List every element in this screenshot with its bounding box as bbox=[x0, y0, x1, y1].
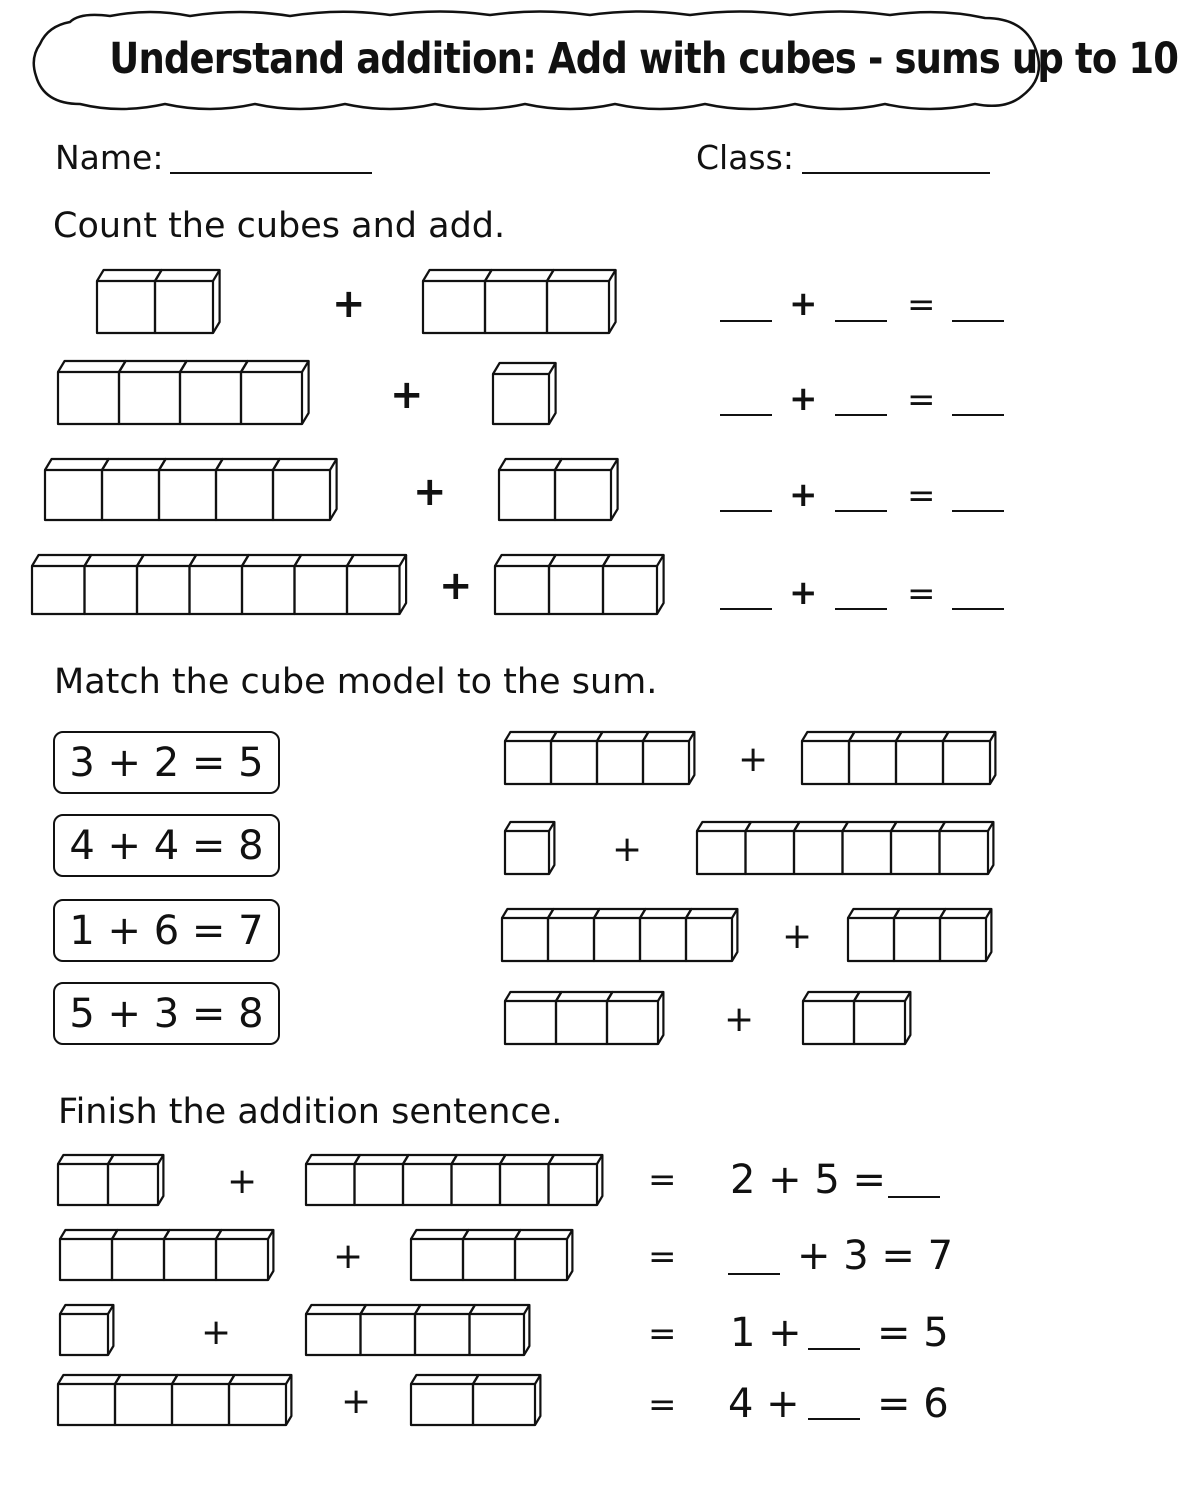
cube bbox=[802, 741, 849, 784]
answer-blank[interactable] bbox=[720, 510, 772, 512]
cube-top bbox=[551, 732, 602, 741]
cube-model-s2-r0-left[interactable] bbox=[503, 730, 700, 786]
section3-row4-plus: + bbox=[341, 1381, 372, 1422]
cube-top bbox=[697, 822, 751, 831]
cube-top bbox=[295, 555, 354, 566]
cube-top bbox=[894, 909, 945, 918]
cube-model-s1-r3-left bbox=[30, 553, 413, 616]
section1-heading: Count the cubes and add. bbox=[53, 206, 506, 246]
cube bbox=[452, 1164, 501, 1205]
cube-top bbox=[85, 555, 144, 566]
cube-top bbox=[45, 459, 109, 470]
cube bbox=[60, 1314, 108, 1355]
cube bbox=[241, 372, 302, 424]
cube bbox=[306, 1164, 355, 1205]
cube bbox=[607, 1001, 658, 1044]
cube bbox=[505, 831, 549, 874]
cube bbox=[940, 918, 986, 961]
answer-blank[interactable] bbox=[952, 414, 1004, 416]
cube bbox=[155, 281, 213, 333]
cube bbox=[164, 1239, 216, 1280]
cube bbox=[97, 281, 155, 333]
cube-top bbox=[60, 1305, 113, 1314]
cube-top bbox=[164, 1230, 221, 1239]
cube bbox=[423, 281, 485, 333]
cube-top bbox=[505, 822, 554, 831]
cube-top bbox=[97, 270, 162, 281]
cube bbox=[515, 1239, 567, 1280]
cube-model-s1-r0-left bbox=[95, 268, 226, 335]
cube-model-s1-r3-right bbox=[493, 553, 670, 616]
cube-top bbox=[549, 555, 610, 566]
cube-top bbox=[473, 1375, 540, 1384]
cube-top bbox=[594, 909, 645, 918]
cube bbox=[686, 918, 732, 961]
cube-top bbox=[411, 1375, 478, 1384]
cube-top bbox=[794, 822, 848, 831]
cube-top bbox=[229, 1375, 291, 1384]
cube-top bbox=[423, 270, 492, 281]
cube bbox=[551, 741, 597, 784]
cube bbox=[411, 1384, 473, 1425]
eq-equals: = bbox=[907, 285, 936, 325]
cube-top bbox=[273, 459, 337, 470]
cube-model-s3-r3-right bbox=[409, 1373, 546, 1427]
cube bbox=[505, 741, 551, 784]
sentence-part: = 6 bbox=[877, 1381, 949, 1427]
cube-top bbox=[306, 1305, 366, 1314]
cube bbox=[505, 1001, 556, 1044]
cube-top bbox=[190, 555, 249, 566]
eq-plus: + bbox=[789, 573, 818, 613]
cube-top bbox=[411, 1230, 468, 1239]
cube bbox=[843, 831, 892, 874]
cube-top bbox=[159, 459, 223, 470]
cube bbox=[548, 918, 594, 961]
cube-top bbox=[500, 1155, 554, 1164]
section1-row1-plus: + bbox=[332, 281, 366, 327]
eq-equals: = bbox=[907, 574, 936, 614]
cube-top bbox=[597, 732, 648, 741]
section2-row1-plus: + bbox=[738, 739, 769, 780]
cube bbox=[547, 281, 609, 333]
cube-top bbox=[58, 1155, 113, 1164]
cube bbox=[102, 470, 159, 520]
answer-blank[interactable] bbox=[720, 608, 772, 610]
section3-row2-plus: + bbox=[333, 1236, 364, 1277]
cube-top bbox=[556, 992, 612, 1001]
cube-top bbox=[347, 555, 406, 566]
cube-top bbox=[108, 1155, 163, 1164]
cube-top bbox=[802, 732, 854, 741]
cube bbox=[85, 566, 138, 614]
answer-blank[interactable] bbox=[720, 414, 772, 416]
cube-top bbox=[115, 1375, 177, 1384]
cube-top bbox=[403, 1155, 457, 1164]
cube-model-s2-r0-right[interactable] bbox=[800, 730, 1001, 786]
cube-top bbox=[505, 992, 561, 1001]
cube bbox=[108, 1164, 158, 1205]
cube-top bbox=[216, 1230, 273, 1239]
cube bbox=[549, 566, 603, 614]
answer-blank[interactable] bbox=[888, 1196, 940, 1198]
cube bbox=[119, 372, 180, 424]
cube bbox=[555, 470, 611, 520]
cube bbox=[746, 831, 795, 874]
cube-top bbox=[848, 909, 899, 918]
section2-row4-plus: + bbox=[724, 999, 755, 1040]
cube-model-s2-r1-left[interactable] bbox=[503, 820, 560, 876]
cube-top bbox=[746, 822, 800, 831]
eq-equals: = bbox=[907, 476, 936, 516]
cube bbox=[640, 918, 686, 961]
cube bbox=[172, 1384, 229, 1425]
cube-model-s1-r2-left bbox=[43, 457, 343, 522]
cube-top bbox=[180, 361, 248, 372]
cube-top bbox=[854, 992, 910, 1001]
cube-top bbox=[686, 909, 737, 918]
cube-model-s2-r3-right[interactable] bbox=[801, 990, 916, 1046]
cube-top bbox=[452, 1155, 506, 1164]
cube-top bbox=[306, 1155, 360, 1164]
cube bbox=[60, 1239, 112, 1280]
cube-top bbox=[640, 909, 691, 918]
cube bbox=[415, 1314, 470, 1355]
cube-top bbox=[242, 555, 301, 566]
cube bbox=[502, 918, 548, 961]
answer-blank[interactable] bbox=[952, 320, 1004, 322]
answer-blank[interactable] bbox=[835, 608, 887, 610]
cube bbox=[794, 831, 843, 874]
cube bbox=[403, 1164, 452, 1205]
cube bbox=[180, 372, 241, 424]
cube-top bbox=[415, 1305, 475, 1314]
sentence-part: 4 + bbox=[728, 1381, 800, 1427]
cube-top bbox=[940, 909, 991, 918]
cube bbox=[137, 566, 190, 614]
cube-top bbox=[843, 822, 897, 831]
section3-row3-equals: = bbox=[648, 1314, 677, 1354]
answer-blank[interactable] bbox=[835, 510, 887, 512]
cube-top bbox=[361, 1305, 421, 1314]
cube bbox=[643, 741, 689, 784]
section3-heading: Finish the addition sentence. bbox=[58, 1092, 563, 1132]
section2-heading: Match the cube model to the sum. bbox=[54, 662, 658, 702]
sentence-part: 2 + 5 = bbox=[730, 1157, 887, 1203]
cube-model-s1-r2-right bbox=[497, 457, 624, 522]
cube-top bbox=[502, 909, 553, 918]
cube-top bbox=[470, 1305, 530, 1314]
cube-top bbox=[515, 1230, 572, 1239]
cube bbox=[603, 566, 657, 614]
section3-row3-plus: + bbox=[201, 1312, 232, 1353]
section1-row4-plus: + bbox=[439, 563, 473, 609]
cube-top bbox=[548, 909, 599, 918]
class-label: Class: bbox=[696, 138, 794, 177]
section3-row4-equals: = bbox=[648, 1385, 677, 1425]
cube-model-s3-r2-left bbox=[58, 1303, 119, 1357]
cube bbox=[45, 470, 102, 520]
sentence-part: 1 + bbox=[730, 1310, 802, 1356]
answer-blank[interactable] bbox=[720, 320, 772, 322]
cube-top bbox=[119, 361, 187, 372]
cube-top bbox=[603, 555, 664, 566]
cube-model-s1-r1-left bbox=[56, 359, 315, 426]
cube-model-s1-r1-right bbox=[491, 361, 562, 426]
cube bbox=[848, 918, 894, 961]
cube-top bbox=[60, 1230, 117, 1239]
answer-blank[interactable] bbox=[808, 1418, 860, 1420]
class-field[interactable] bbox=[802, 172, 990, 174]
cube-top bbox=[102, 459, 166, 470]
cube bbox=[58, 1384, 115, 1425]
cube bbox=[32, 566, 85, 614]
cube-top bbox=[940, 822, 994, 831]
sum-card[interactable]: 4 + 4 = 8 bbox=[53, 814, 280, 877]
answer-blank[interactable] bbox=[728, 1273, 780, 1275]
cube-top bbox=[891, 822, 945, 831]
cube-top bbox=[643, 732, 694, 741]
cube bbox=[896, 741, 943, 784]
section1-row3-plus: + bbox=[413, 469, 447, 515]
cube bbox=[473, 1384, 535, 1425]
answer-blank[interactable] bbox=[952, 608, 1004, 610]
cube bbox=[159, 470, 216, 520]
answer-blank[interactable] bbox=[835, 320, 887, 322]
cube-top bbox=[463, 1230, 520, 1239]
cube-top bbox=[355, 1155, 409, 1164]
eq-plus: + bbox=[789, 475, 818, 515]
cube bbox=[470, 1314, 525, 1355]
cube bbox=[216, 1239, 268, 1280]
cube-top bbox=[485, 270, 554, 281]
cube-model-s2-r3-left[interactable] bbox=[503, 990, 669, 1046]
cube-model-s2-r2-left[interactable] bbox=[500, 907, 743, 963]
cube bbox=[940, 831, 989, 874]
cube bbox=[295, 566, 348, 614]
section1-row2-plus: + bbox=[390, 372, 424, 418]
cube-model-s2-r1-right[interactable] bbox=[695, 820, 999, 876]
sum-card[interactable]: 3 + 2 = 5 bbox=[53, 731, 280, 794]
cube bbox=[347, 566, 400, 614]
cube-top bbox=[547, 270, 616, 281]
cube-model-s3-r2-right bbox=[304, 1303, 535, 1357]
cube bbox=[594, 918, 640, 961]
cube-top bbox=[112, 1230, 169, 1239]
cube bbox=[273, 470, 330, 520]
cube-top bbox=[555, 459, 618, 470]
sentence-part: = 5 bbox=[877, 1310, 949, 1356]
cube-model-s3-r0-left bbox=[56, 1153, 169, 1207]
sum-card[interactable]: 5 + 3 = 8 bbox=[53, 982, 280, 1045]
answer-blank[interactable] bbox=[835, 414, 887, 416]
cube bbox=[242, 566, 295, 614]
sum-card[interactable]: 1 + 6 = 7 bbox=[53, 899, 280, 962]
cube bbox=[58, 372, 119, 424]
cube-model-s3-r1-left bbox=[58, 1228, 279, 1282]
cube-top bbox=[896, 732, 948, 741]
cube-top bbox=[137, 555, 196, 566]
answer-blank[interactable] bbox=[808, 1348, 860, 1350]
sentence-part: + 3 = 7 bbox=[797, 1233, 954, 1279]
section2-row2-plus: + bbox=[612, 829, 643, 870]
cube-top bbox=[499, 459, 562, 470]
cube bbox=[549, 1164, 598, 1205]
cube-model-s3-r1-right bbox=[409, 1228, 578, 1282]
cube-top bbox=[607, 992, 663, 1001]
cube-top bbox=[803, 992, 859, 1001]
cube bbox=[697, 831, 746, 874]
cube-top bbox=[495, 555, 556, 566]
cube-top bbox=[505, 732, 556, 741]
cube-top bbox=[58, 1375, 120, 1384]
cube-top bbox=[943, 732, 995, 741]
cube-top bbox=[849, 732, 901, 741]
section3-row2-equals: = bbox=[648, 1237, 677, 1277]
cube bbox=[597, 741, 643, 784]
cube bbox=[112, 1239, 164, 1280]
section3-row1-plus: + bbox=[227, 1161, 258, 1202]
cube bbox=[499, 470, 555, 520]
cube bbox=[463, 1239, 515, 1280]
cube bbox=[894, 918, 940, 961]
name-label: Name: bbox=[55, 138, 164, 177]
cube-model-s1-r0-right bbox=[421, 268, 622, 335]
cube bbox=[58, 1164, 108, 1205]
cube-top bbox=[216, 459, 280, 470]
cube bbox=[411, 1239, 463, 1280]
cube bbox=[943, 741, 990, 784]
eq-plus: + bbox=[789, 284, 818, 324]
cube bbox=[190, 566, 243, 614]
cube-top bbox=[172, 1375, 234, 1384]
cube-model-s2-r2-right[interactable] bbox=[846, 907, 997, 963]
cube bbox=[854, 1001, 905, 1044]
cube bbox=[849, 741, 896, 784]
cube-model-s3-r0-right bbox=[304, 1153, 608, 1207]
answer-blank[interactable] bbox=[952, 510, 1004, 512]
cube-top bbox=[493, 363, 556, 374]
cube bbox=[306, 1314, 361, 1355]
cube bbox=[803, 1001, 854, 1044]
cube bbox=[216, 470, 273, 520]
section2-row3-plus: + bbox=[782, 916, 813, 957]
cube bbox=[500, 1164, 549, 1205]
cube-top bbox=[32, 555, 91, 566]
cube bbox=[891, 831, 940, 874]
worksheet-title: Understand addition: Add with cubes - sums up to 10 bbox=[109, 34, 1178, 84]
cube bbox=[361, 1314, 416, 1355]
cube bbox=[495, 566, 549, 614]
cube-top bbox=[155, 270, 220, 281]
cube-model-s3-r3-left bbox=[56, 1373, 297, 1427]
cube bbox=[115, 1384, 172, 1425]
name-field[interactable] bbox=[170, 172, 372, 174]
cube bbox=[556, 1001, 607, 1044]
cube-top bbox=[241, 361, 309, 372]
eq-plus: + bbox=[789, 379, 818, 419]
cube bbox=[355, 1164, 404, 1205]
cube bbox=[493, 374, 549, 424]
cube bbox=[485, 281, 547, 333]
eq-equals: = bbox=[907, 380, 936, 420]
cube-top bbox=[549, 1155, 603, 1164]
cube-top bbox=[58, 361, 126, 372]
cube bbox=[229, 1384, 286, 1425]
section3-row1-equals: = bbox=[648, 1160, 677, 1200]
